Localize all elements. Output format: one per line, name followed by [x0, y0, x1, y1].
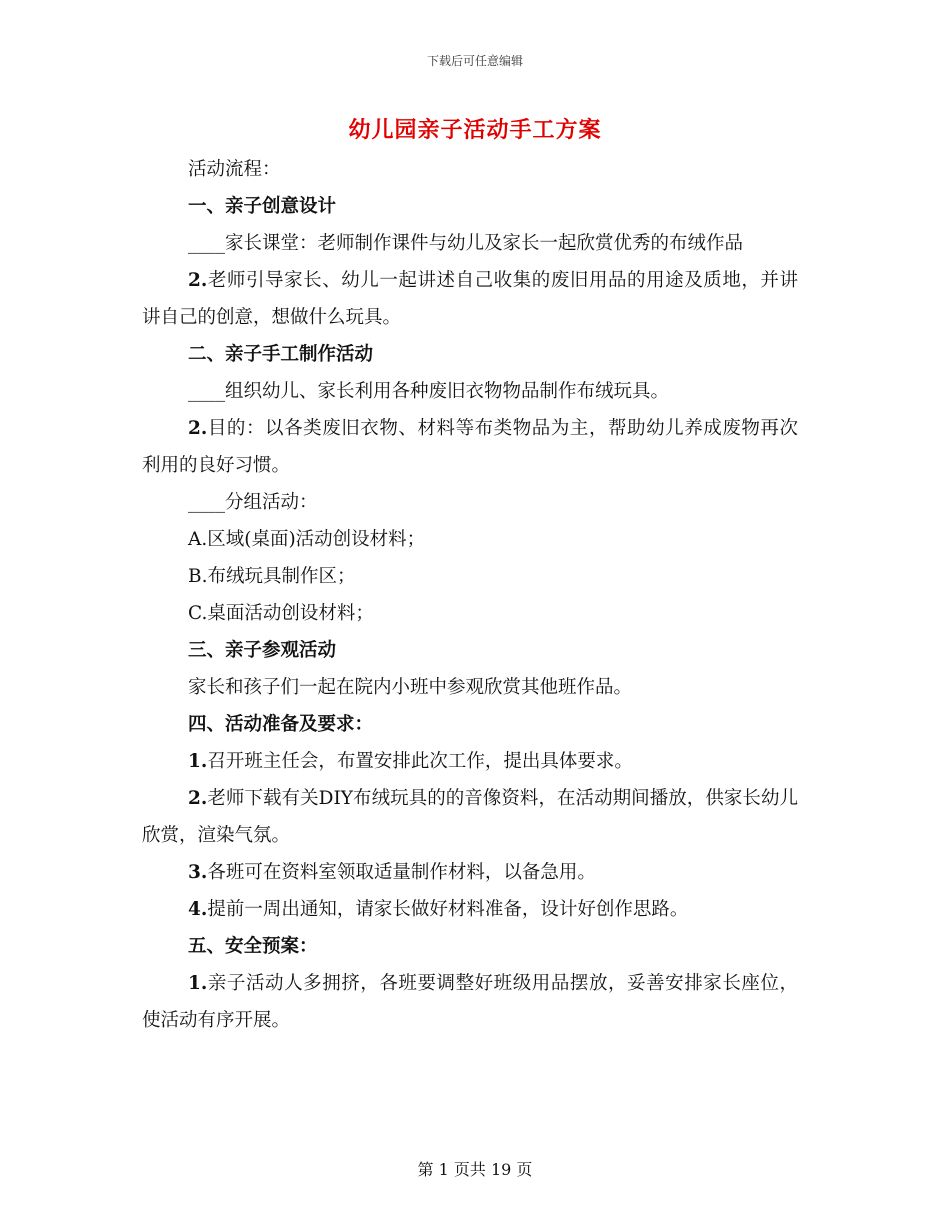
paragraph: 活动流程：	[188, 159, 281, 180]
paragraph: B.布绒玩具制作区；	[188, 566, 356, 587]
paragraph: C.桌面活动创设材料；	[188, 603, 374, 624]
paragraph: ____组织幼儿、家长利用各种废旧衣物物品制作布绒玩具。	[188, 381, 670, 402]
section-heading: 四、活动准备及要求：	[188, 714, 374, 735]
paragraph: A.区域(桌面)活动创设材料；	[188, 529, 426, 550]
paragraph: 家长和孩子们一起在院内小班中参观欣赏其他班作品。	[188, 677, 633, 698]
numbered-paragraph: 2.老师下载有关DIY布绒玩具的的音像资料，在活动期间播放，供家长幼儿欣赏，渲染气氛。	[142, 788, 798, 846]
page-footer: 第 1 页共 19 页	[417, 1160, 533, 1179]
numbered-paragraph: 1.召开班主任会，布置安排此次工作，提出具体要求。	[188, 751, 633, 772]
document-body	[142, 151, 798, 1039]
item-number: 2.	[188, 418, 208, 439]
paragraph: ____分组活动：	[188, 492, 318, 513]
item-number: 2.	[188, 788, 208, 809]
item-number: 4.	[188, 899, 208, 920]
item-number: 1.	[188, 751, 208, 772]
numbered-paragraph: 4.提前一周出通知，请家长做好材料准备，设计好创作思路。	[188, 899, 689, 920]
numbered-paragraph: 2.老师引导家长、幼儿一起讲述自己收集的废旧用品的用途及质地，并讲讲自己的创意，想做什么玩具。	[142, 270, 798, 328]
item-number: 3.	[188, 862, 208, 883]
paragraph: ____家长课堂：老师制作课件与幼儿及家长一起欣赏优秀的布绒作品	[188, 233, 744, 254]
section-heading: 三、亲子参观活动	[188, 640, 337, 661]
numbered-paragraph: 1.亲子活动人多拥挤，各班要调整好班级用品摆放，妥善安排家长座位，使活动有序开展。	[142, 973, 798, 1031]
numbered-paragraph: 3.各班可在资料室领取适量制作材料，以备急用。	[188, 862, 596, 883]
section-heading: 二、亲子手工制作活动	[188, 344, 374, 365]
page-header: 下载后可任意编辑	[426, 54, 523, 68]
item-number: 1.	[188, 973, 208, 994]
item-number: 2.	[188, 270, 208, 291]
section-heading: 一、亲子创意设计	[188, 196, 337, 217]
numbered-paragraph: 2.目的：以各类废旧衣物、材料等布类物品为主，帮助幼儿养成废物再次利用的良好习惯。	[142, 418, 798, 476]
section-heading: 五、安全预案：	[188, 936, 318, 957]
document-title: 幼儿园亲子活动手工方案	[348, 117, 602, 143]
